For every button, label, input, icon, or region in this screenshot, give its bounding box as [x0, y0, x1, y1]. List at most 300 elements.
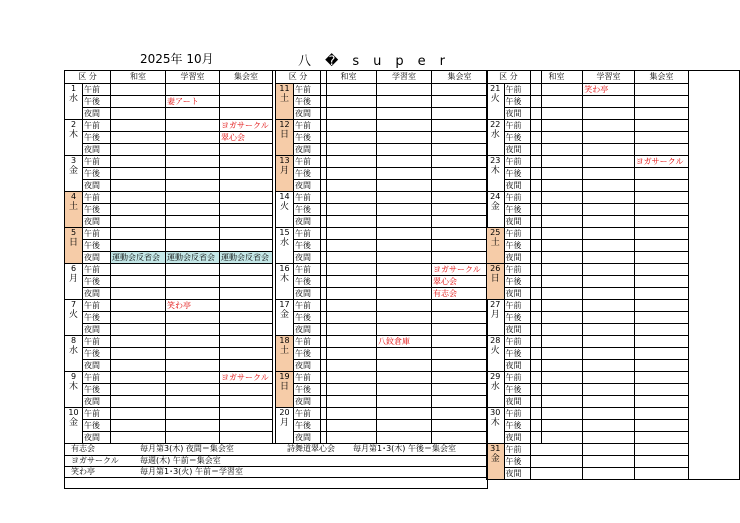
booking-cell-washitsu[interactable] [111, 216, 166, 228]
booking-cell-washitsu[interactable] [321, 168, 377, 180]
booking-cell-shukai[interactable] [432, 216, 488, 228]
booking-cell-washitsu[interactable] [321, 228, 377, 240]
booking-cell-washitsu[interactable] [321, 108, 377, 120]
booking-cell-shukai[interactable] [634, 360, 689, 372]
booking-cell-gakushu[interactable] [583, 300, 634, 312]
booking-cell-shukai[interactable] [432, 192, 488, 204]
booking-cell-shukai[interactable] [432, 336, 488, 348]
booking-cell-shukai[interactable] [634, 300, 689, 312]
booking-cell-gakushu[interactable] [166, 312, 220, 324]
booking-cell-washitsu[interactable] [321, 240, 377, 252]
booking-cell-washitsu[interactable] [111, 384, 166, 396]
booking-cell-gakushu[interactable] [166, 228, 220, 240]
booking-cell-gakushu[interactable] [583, 204, 634, 216]
booking-cell-shukai[interactable] [432, 408, 488, 420]
booking-cell-gakushu[interactable] [377, 228, 432, 240]
booking-cell-washitsu[interactable] [530, 288, 582, 300]
booking-cell-washitsu[interactable] [530, 300, 582, 312]
time-slot-label: 夜間 [504, 360, 530, 372]
booking-cell-washitsu[interactable] [111, 84, 166, 96]
booking-cell-shukai[interactable] [634, 312, 689, 324]
booking-cell-gakushu[interactable] [583, 336, 634, 348]
booking-cell-shukai[interactable]: 運動会反省会 [220, 252, 273, 264]
booking-cell-shukai[interactable] [220, 300, 273, 312]
booking-cell-washitsu[interactable] [111, 408, 166, 420]
booking-cell-gakushu[interactable] [583, 192, 634, 204]
booking-cell-shukai[interactable] [220, 108, 273, 120]
booking-cell-shukai[interactable] [634, 348, 689, 360]
booking-cell-washitsu[interactable] [111, 372, 166, 384]
booking-cell-washitsu[interactable] [530, 348, 582, 360]
booking-cell-washitsu[interactable] [111, 396, 166, 408]
booking-cell-gakushu[interactable] [377, 180, 432, 192]
booking-cell-shukai[interactable] [432, 300, 488, 312]
booking-cell-gakushu[interactable] [583, 420, 634, 432]
booking-cell-gakushu[interactable] [166, 240, 220, 252]
booking-cell-gakushu[interactable] [166, 324, 220, 336]
booking-cell-washitsu[interactable] [530, 216, 582, 228]
booking-cell-gakushu[interactable] [377, 120, 432, 132]
booking-cell-gakushu[interactable] [166, 120, 220, 132]
booking-cell-shukai[interactable] [432, 156, 488, 168]
booking-cell-gakushu[interactable] [166, 360, 220, 372]
booking-cell-shukai[interactable] [220, 396, 273, 408]
booking-cell-gakushu[interactable] [583, 168, 634, 180]
booking-cell-washitsu[interactable] [111, 132, 166, 144]
booking-cell-gakushu[interactable] [377, 360, 432, 372]
booking-cell-gakushu[interactable] [583, 396, 634, 408]
booking-cell-gakushu[interactable] [377, 132, 432, 144]
time-slot-label: 夜間 [294, 324, 321, 336]
note-rule-yushi: 毎月第3(木) 夜間＝集会室 [140, 444, 234, 453]
booking-cell-gakushu[interactable] [583, 276, 634, 288]
booking-cell-shukai[interactable] [634, 288, 689, 300]
booking-cell-washitsu[interactable] [111, 420, 166, 432]
booking-cell-gakushu[interactable] [166, 396, 220, 408]
booking-cell-gakushu[interactable] [166, 408, 220, 420]
booking-cell-gakushu[interactable] [166, 384, 220, 396]
booking-cell-gakushu[interactable] [583, 372, 634, 384]
booking-cell-washitsu[interactable] [530, 432, 582, 444]
booking-cell-shukai[interactable] [634, 84, 689, 96]
booking-cell-gakushu[interactable] [166, 144, 220, 156]
booking-cell-shukai[interactable] [220, 204, 273, 216]
booking-cell-gakushu[interactable] [377, 84, 432, 96]
booking-cell-washitsu[interactable] [530, 456, 582, 468]
booking-cell-shukai[interactable] [634, 240, 689, 252]
booking-cell-gakushu[interactable] [166, 216, 220, 228]
booking-cell-shukai[interactable] [220, 312, 273, 324]
booking-cell-shukai[interactable] [634, 180, 689, 192]
booking-cell-washitsu[interactable] [321, 120, 377, 132]
booking-cell-washitsu[interactable] [530, 192, 582, 204]
booking-cell-gakushu[interactable] [583, 456, 634, 468]
booking-cell-gakushu[interactable] [377, 144, 432, 156]
booking-cell-washitsu[interactable] [321, 300, 377, 312]
booking-cell-shukai[interactable] [634, 324, 689, 336]
day-number: 10 [68, 408, 79, 417]
booking-cell-washitsu[interactable] [321, 384, 377, 396]
booking-cell-gakushu[interactable] [583, 444, 634, 456]
booking-cell-washitsu[interactable] [530, 204, 582, 216]
booking-cell-gakushu[interactable] [166, 264, 220, 276]
booking-cell-washitsu[interactable] [111, 240, 166, 252]
table-row [487, 444, 740, 456]
booking-cell-gakushu[interactable] [377, 276, 432, 288]
booking-cell-shukai[interactable] [634, 444, 689, 456]
booking-cell-washitsu[interactable] [111, 204, 166, 216]
booking-cell-washitsu[interactable] [530, 228, 582, 240]
day-of-week: 土 [490, 238, 500, 248]
booking-cell-gakushu[interactable] [166, 276, 220, 288]
booking-cell-shukai[interactable] [634, 276, 689, 288]
booking-cell-gakushu[interactable] [583, 360, 634, 372]
booking-cell-gakushu[interactable] [377, 300, 432, 312]
booking-cell-shukai[interactable] [432, 204, 488, 216]
day-number: 9 [70, 372, 77, 381]
booking-cell-gakushu[interactable] [166, 180, 220, 192]
day-number: 7 [70, 300, 77, 309]
booking-cell-washitsu[interactable] [321, 96, 377, 108]
booking-cell-shukai[interactable] [220, 264, 273, 276]
booking-cell-gakushu[interactable] [583, 216, 634, 228]
booking-cell-washitsu[interactable] [321, 408, 377, 420]
booking-cell-gakushu[interactable] [377, 312, 432, 324]
booking-cell-shukai[interactable] [634, 456, 689, 468]
booking-cell-washitsu[interactable] [111, 96, 166, 108]
table-row [487, 144, 740, 156]
booking-cell-shukai[interactable] [432, 168, 488, 180]
booking-cell-washitsu[interactable] [321, 144, 377, 156]
booking-cell-gakushu[interactable] [166, 108, 220, 120]
booking-cell-shukai[interactable]: 有志会 [432, 288, 488, 300]
booking-cell-shukai[interactable] [634, 264, 689, 276]
booking-cell-washitsu[interactable] [111, 228, 166, 240]
booking-cell-shukai[interactable] [432, 84, 488, 96]
booking-cell-gakushu[interactable] [377, 384, 432, 396]
booking-cell-shukai[interactable] [634, 384, 689, 396]
booking-cell-washitsu[interactable] [321, 84, 377, 96]
time-slot-label: 夜間 [83, 432, 111, 444]
booking-cell-shukai[interactable]: ヨガサークル [220, 372, 273, 384]
booking-cell-gakushu[interactable] [583, 264, 634, 276]
booking-cell-washitsu[interactable] [530, 108, 582, 120]
booking-cell-gakushu[interactable] [377, 288, 432, 300]
booking-cell-shukai[interactable] [220, 156, 273, 168]
booking-cell-shukai[interactable] [432, 384, 488, 396]
booking-cell-gakushu[interactable]: 妻アート [166, 96, 220, 108]
booking-cell-gakushu[interactable] [583, 384, 634, 396]
booking-cell-shukai[interactable] [432, 372, 488, 384]
booking-cell-gakushu[interactable] [377, 372, 432, 384]
booking-cell-shukai[interactable] [634, 420, 689, 432]
booking-cell-washitsu[interactable] [530, 84, 582, 96]
booking-cell-washitsu[interactable] [530, 276, 582, 288]
booking-cell-shukai[interactable] [220, 144, 273, 156]
time-slot-label: 午前 [83, 408, 111, 420]
booking-cell-shukai[interactable] [634, 396, 689, 408]
booking-cell-shukai[interactable] [634, 372, 689, 384]
time-slot-label: 午前 [294, 300, 321, 312]
booking-cell-washitsu[interactable] [111, 156, 166, 168]
booking-cell-washitsu[interactable] [321, 276, 377, 288]
booking-cell-shukai[interactable] [634, 216, 689, 228]
booking-cell-washitsu[interactable] [530, 240, 582, 252]
booking-cell-shukai[interactable] [220, 288, 273, 300]
time-slot-label: 午前 [504, 408, 530, 420]
booking-cell-washitsu[interactable] [321, 252, 377, 264]
day-number: 31 [490, 444, 501, 453]
booking-cell-shukai[interactable] [432, 396, 488, 408]
time-slot-label: 午後 [83, 420, 111, 432]
booking-cell-gakushu[interactable] [583, 144, 634, 156]
booking-cell-shukai[interactable] [432, 312, 488, 324]
booking-cell-shukai[interactable] [432, 360, 488, 372]
booking-cell-washitsu[interactable] [111, 192, 166, 204]
booking-cell-washitsu[interactable] [530, 336, 582, 348]
booking-cell-shukai[interactable] [634, 432, 689, 444]
day-number: 18 [279, 336, 290, 345]
booking-cell-shukai[interactable] [220, 180, 273, 192]
booking-cell-gakushu[interactable] [166, 192, 220, 204]
booking-cell-gakushu[interactable] [166, 204, 220, 216]
time-slot-label: 午前 [83, 336, 111, 348]
booking-cell-shukai[interactable] [220, 192, 273, 204]
booking-cell-washitsu[interactable] [530, 252, 582, 264]
booking-cell-washitsu[interactable] [111, 180, 166, 192]
booking-cell-shukai[interactable] [220, 240, 273, 252]
booking-cell-washitsu[interactable] [111, 168, 166, 180]
booking-cell-shukai[interactable] [432, 228, 488, 240]
booking-cell-gakushu[interactable] [583, 156, 634, 168]
booking-cell-washitsu[interactable] [111, 336, 166, 348]
booking-cell-shukai[interactable] [220, 408, 273, 420]
booking-cell-washitsu[interactable] [530, 120, 582, 132]
booking-cell-shukai[interactable]: 翠心会 [432, 276, 488, 288]
booking-cell-gakushu[interactable] [377, 156, 432, 168]
booking-cell-shukai[interactable] [220, 216, 273, 228]
booking-cell-shukai[interactable]: ヨガサークル [220, 120, 273, 132]
booking-cell-gakushu[interactable] [583, 312, 634, 324]
booking-cell-washitsu[interactable] [321, 264, 377, 276]
booking-cell-washitsu[interactable] [321, 360, 377, 372]
booking-cell-washitsu[interactable] [321, 288, 377, 300]
booking-cell-washitsu[interactable] [111, 120, 166, 132]
booking-cell-gakushu[interactable] [166, 372, 220, 384]
booking-cell-washitsu[interactable] [111, 288, 166, 300]
booking-cell-washitsu[interactable]: 運動会反省会 [111, 252, 166, 264]
booking-cell-shukai[interactable]: ヨガサークル [634, 156, 689, 168]
time-slot-label: 午前 [83, 84, 111, 96]
booking-cell-shukai[interactable] [634, 96, 689, 108]
booking-cell-shukai[interactable] [432, 324, 488, 336]
booking-cell-gakushu[interactable] [583, 468, 634, 480]
booking-cell-gakushu[interactable] [166, 348, 220, 360]
booking-cell-gakushu[interactable] [166, 132, 220, 144]
booking-cell-washitsu[interactable] [530, 408, 582, 420]
booking-cell-washitsu[interactable] [530, 156, 582, 168]
booking-cell-shukai[interactable] [634, 228, 689, 240]
booking-cell-gakushu[interactable] [377, 204, 432, 216]
booking-cell-shukai[interactable] [220, 324, 273, 336]
booking-cell-washitsu[interactable] [321, 372, 377, 384]
booking-cell-washitsu[interactable] [111, 324, 166, 336]
booking-cell-gakushu[interactable]: 笑わ亭 [583, 84, 634, 96]
booking-cell-washitsu[interactable] [321, 216, 377, 228]
booking-cell-shukai[interactable] [432, 348, 488, 360]
booking-cell-washitsu[interactable] [321, 312, 377, 324]
booking-cell-shukai[interactable] [432, 108, 488, 120]
booking-cell-shukai[interactable] [634, 336, 689, 348]
booking-cell-shukai[interactable]: ヨガサークル [432, 264, 488, 276]
booking-cell-shukai[interactable] [432, 240, 488, 252]
booking-cell-washitsu[interactable] [111, 300, 166, 312]
booking-cell-gakushu[interactable] [583, 288, 634, 300]
booking-cell-gakushu[interactable] [377, 396, 432, 408]
booking-cell-shukai[interactable] [220, 336, 273, 348]
booking-cell-gakushu[interactable] [377, 108, 432, 120]
booking-cell-washitsu[interactable] [321, 420, 377, 432]
booking-cell-shukai[interactable] [634, 192, 689, 204]
booking-cell-washitsu[interactable] [530, 396, 582, 408]
booking-cell-gakushu[interactable] [377, 420, 432, 432]
booking-cell-gakushu[interactable] [583, 252, 634, 264]
booking-cell-gakushu[interactable] [377, 216, 432, 228]
booking-cell-shukai[interactable] [634, 468, 689, 480]
booking-cell-shukai[interactable] [634, 252, 689, 264]
booking-cell-gakushu[interactable] [377, 264, 432, 276]
day-of-week: 木 [490, 166, 500, 176]
booking-cell-washitsu[interactable] [530, 444, 582, 456]
booking-cell-gakushu[interactable]: 運動会反省会 [166, 252, 220, 264]
day-of-week: 月 [490, 310, 500, 320]
booking-cell-gakushu[interactable] [583, 324, 634, 336]
booking-cell-shukai[interactable] [220, 276, 273, 288]
booking-cell-washitsu[interactable] [111, 264, 166, 276]
booking-cell-washitsu[interactable] [321, 336, 377, 348]
booking-cell-washitsu[interactable] [321, 132, 377, 144]
booking-cell-gakushu[interactable] [583, 120, 634, 132]
booking-cell-shukai[interactable] [634, 144, 689, 156]
booking-cell-washitsu[interactable] [111, 276, 166, 288]
booking-cell-washitsu[interactable] [321, 192, 377, 204]
booking-cell-washitsu[interactable] [321, 204, 377, 216]
booking-cell-shukai[interactable] [220, 228, 273, 240]
time-slot-label: 午前 [83, 264, 111, 276]
booking-cell-gakushu[interactable] [166, 336, 220, 348]
booking-cell-shukai[interactable] [432, 144, 488, 156]
booking-cell-washitsu[interactable] [530, 468, 582, 480]
booking-cell-shukai[interactable] [220, 384, 273, 396]
booking-cell-shukai[interactable] [220, 420, 273, 432]
booking-cell-gakushu[interactable] [377, 168, 432, 180]
booking-cell-gakushu[interactable] [583, 180, 634, 192]
booking-cell-shukai[interactable] [220, 168, 273, 180]
booking-cell-washitsu[interactable] [321, 156, 377, 168]
booking-cell-washitsu[interactable] [321, 324, 377, 336]
booking-cell-washitsu[interactable] [530, 144, 582, 156]
booking-cell-gakushu[interactable] [166, 420, 220, 432]
booking-cell-gakushu[interactable] [377, 240, 432, 252]
booking-cell-gakushu[interactable]: 笑わ亭 [166, 300, 220, 312]
booking-cell-gakushu[interactable] [377, 324, 432, 336]
booking-cell-washitsu[interactable] [111, 312, 166, 324]
booking-cell-washitsu[interactable] [321, 396, 377, 408]
booking-cell-gakushu[interactable] [377, 192, 432, 204]
booking-cell-shukai[interactable] [432, 120, 488, 132]
booking-cell-gakushu[interactable] [583, 408, 634, 420]
booking-cell-shukai[interactable] [432, 252, 488, 264]
booking-cell-washitsu[interactable] [111, 108, 166, 120]
booking-cell-washitsu[interactable] [321, 348, 377, 360]
booking-cell-gakushu[interactable] [377, 348, 432, 360]
note-name-yoga: ヨガサークル [71, 456, 119, 465]
booking-cell-washitsu[interactable] [530, 264, 582, 276]
booking-cell-gakushu[interactable] [583, 108, 634, 120]
booking-cell-gakushu[interactable] [583, 228, 634, 240]
booking-cell-washitsu[interactable] [530, 384, 582, 396]
booking-cell-shukai[interactable] [220, 84, 273, 96]
booking-cell-shukai[interactable] [432, 96, 488, 108]
booking-cell-washitsu[interactable] [530, 360, 582, 372]
booking-cell-gakushu[interactable] [583, 348, 634, 360]
booking-cell-shukai[interactable] [634, 120, 689, 132]
booking-cell-gakushu[interactable] [166, 168, 220, 180]
booking-cell-gakushu[interactable] [583, 432, 634, 444]
booking-cell-washitsu[interactable] [530, 168, 582, 180]
booking-cell-gakushu[interactable] [377, 96, 432, 108]
booking-cell-washitsu[interactable] [111, 144, 166, 156]
booking-cell-gakushu[interactable] [377, 252, 432, 264]
day-of-week: 金 [279, 310, 289, 320]
booking-cell-gakushu[interactable] [377, 408, 432, 420]
booking-cell-washitsu[interactable] [321, 180, 377, 192]
table-row [487, 348, 740, 360]
table-row [487, 420, 740, 432]
booking-cell-shukai[interactable] [634, 132, 689, 144]
booking-cell-washitsu[interactable] [530, 324, 582, 336]
day-number: 11 [279, 84, 290, 93]
booking-cell-gakushu[interactable] [583, 132, 634, 144]
booking-cell-washitsu[interactable] [530, 132, 582, 144]
booking-cell-washitsu[interactable] [111, 348, 166, 360]
booking-cell-shukai[interactable] [634, 204, 689, 216]
booking-cell-washitsu[interactable] [530, 420, 582, 432]
booking-cell-washitsu[interactable] [111, 360, 166, 372]
booking-cell-gakushu[interactable] [166, 156, 220, 168]
booking-cell-shukai[interactable] [634, 408, 689, 420]
booking-cell-shukai[interactable] [220, 348, 273, 360]
booking-cell-gakushu[interactable]: 八鈫倉庫 [377, 336, 432, 348]
booking-cell-washitsu[interactable] [530, 312, 582, 324]
booking-cell-washitsu[interactable] [530, 96, 582, 108]
booking-cell-gakushu[interactable] [583, 240, 634, 252]
booking-cell-shukai[interactable] [634, 108, 689, 120]
booking-cell-shukai[interactable] [220, 96, 273, 108]
booking-cell-shukai[interactable] [432, 132, 488, 144]
booking-cell-gakushu[interactable] [583, 96, 634, 108]
booking-cell-washitsu[interactable] [530, 372, 582, 384]
booking-cell-washitsu[interactable] [530, 180, 582, 192]
booking-cell-gakushu[interactable] [166, 84, 220, 96]
booking-cell-shukai[interactable] [220, 360, 273, 372]
booking-cell-gakushu[interactable] [166, 288, 220, 300]
booking-cell-shukai[interactable] [634, 168, 689, 180]
booking-cell-shukai[interactable]: 翠心会 [220, 132, 273, 144]
booking-cell-shukai[interactable] [432, 420, 488, 432]
note-divider [65, 466, 487, 467]
booking-cell-shukai[interactable] [432, 180, 488, 192]
